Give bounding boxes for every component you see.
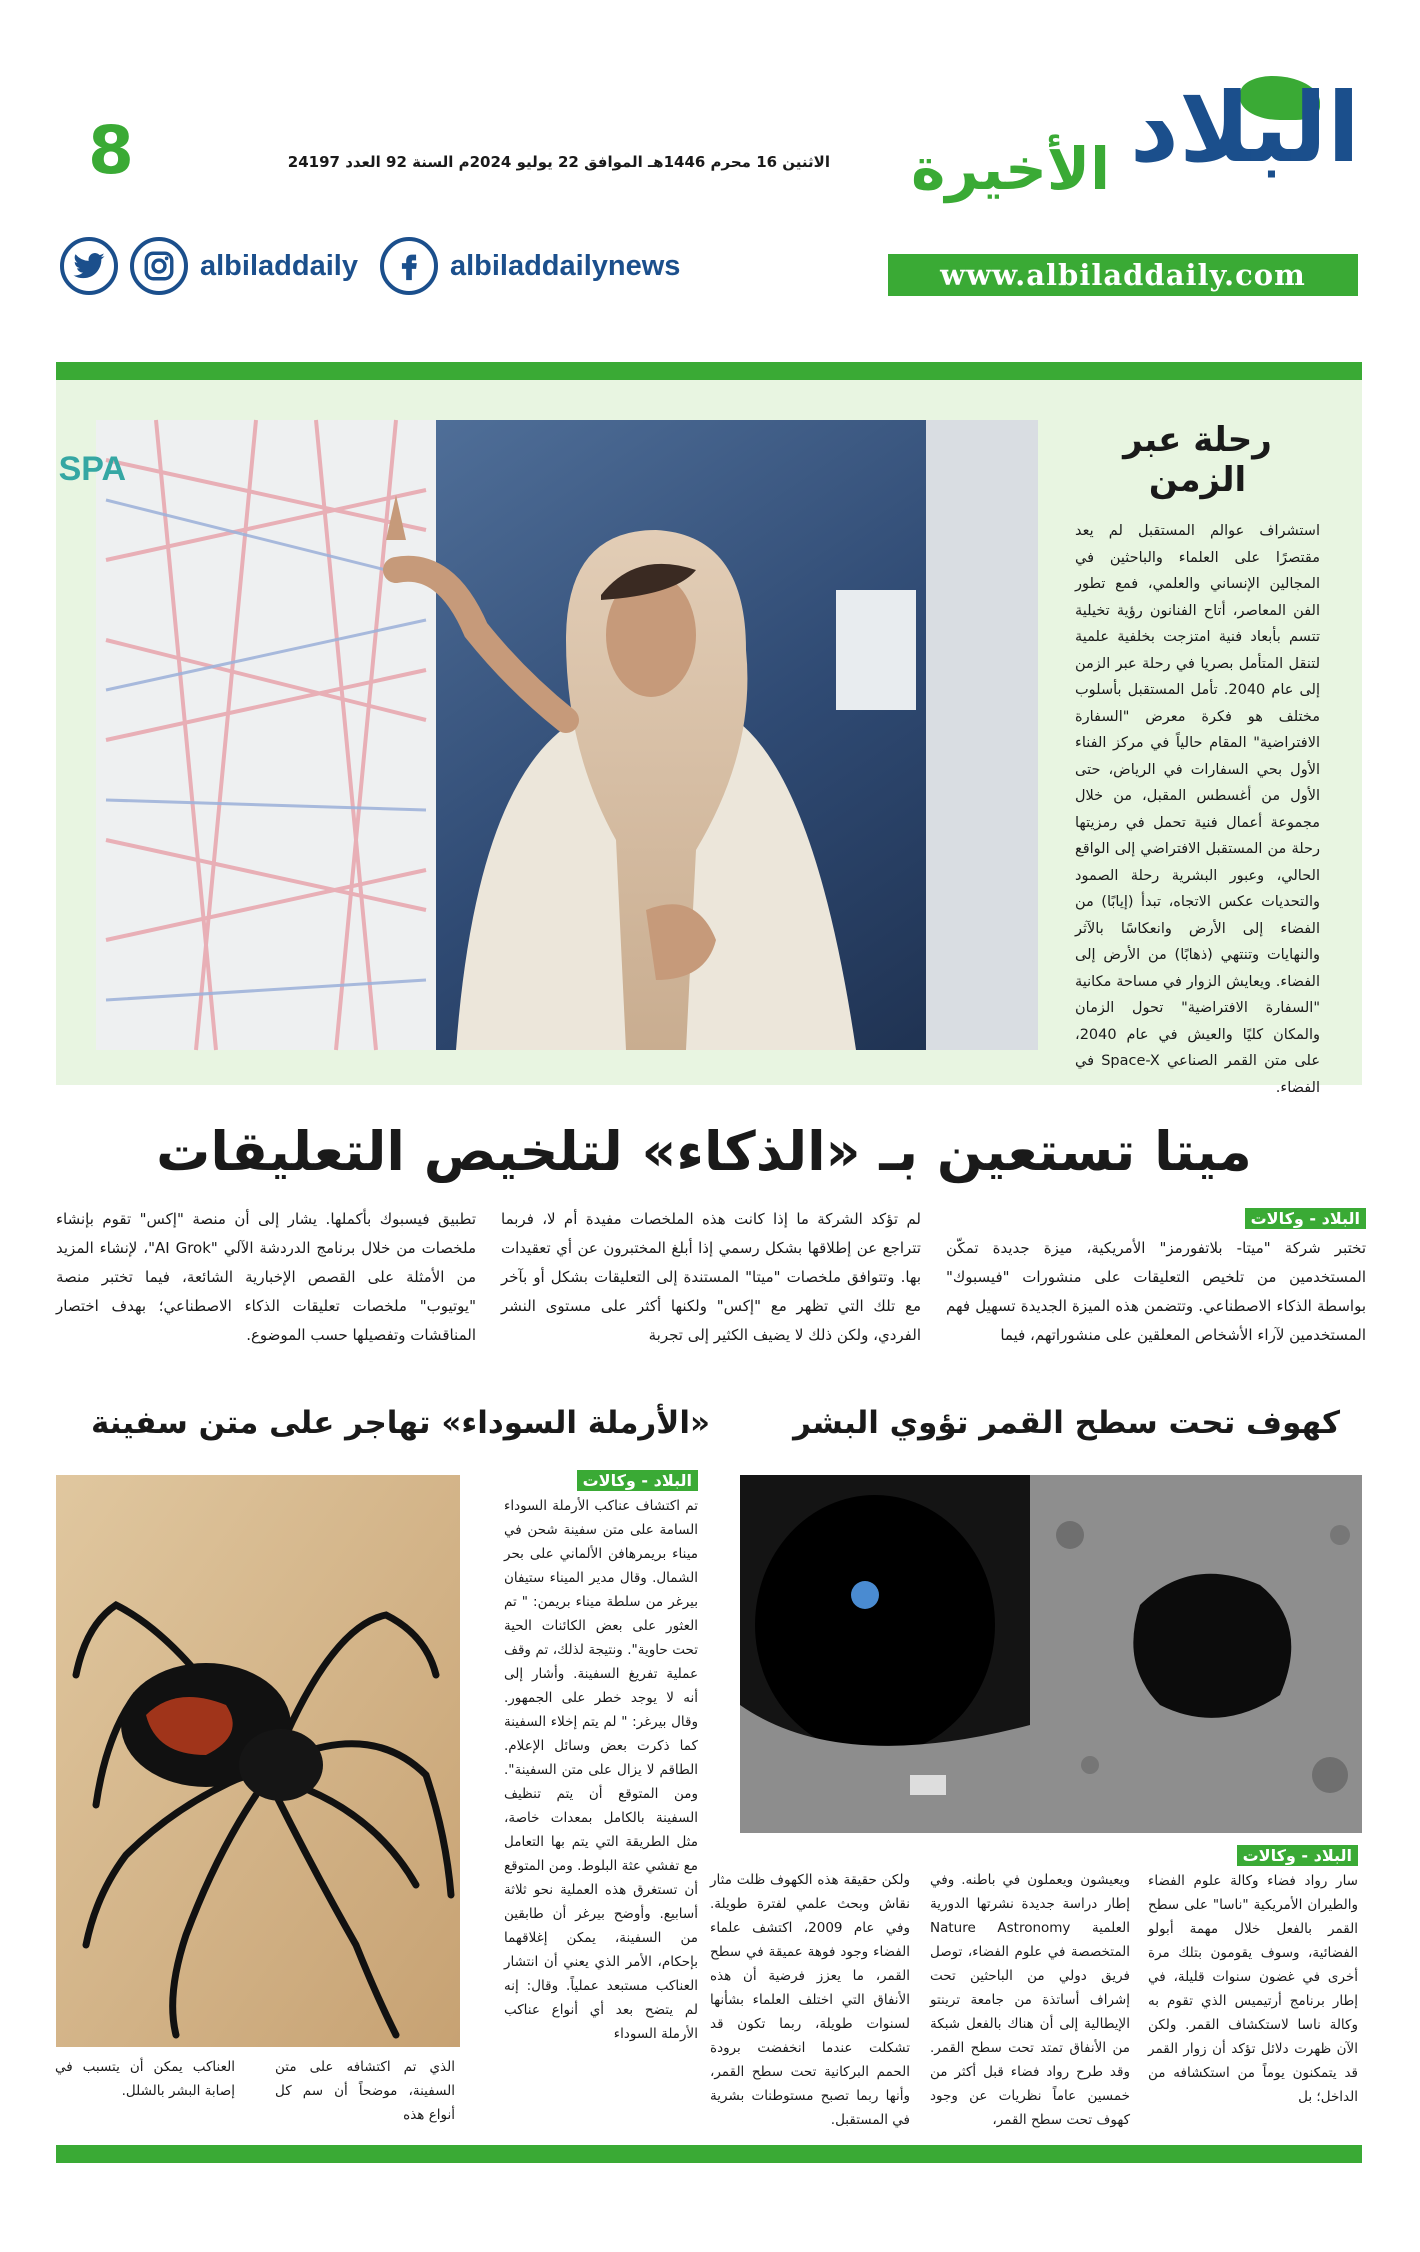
logo-main-text: البلاد — [1129, 72, 1360, 184]
social-links — [60, 236, 702, 296]
website-link[interactable]: www.albiladdaily.com — [888, 254, 1358, 296]
top-divider — [56, 362, 1362, 380]
feature-box — [56, 380, 1362, 1096]
photo-watermark: SPA — [58, 450, 126, 488]
source-tag: البلاد - وكالات — [1245, 1208, 1366, 1229]
handle-daily[interactable]: albiladdaily — [200, 249, 358, 282]
handle-news[interactable]: albiladdailynews — [449, 249, 681, 282]
newspaper-logo[interactable] — [890, 72, 1360, 210]
facebook-icon[interactable] — [380, 237, 438, 295]
spider-headline: «الأرملة السوداء» تهاجر على متن سفينة — [90, 1405, 710, 1441]
moon-photo — [740, 1475, 1362, 1833]
meta-col-2: لم تؤكد الشركة ما إذا كانت هذه الملخصات مفيدة أم لا، فربما تتراجع عن إطلاقها بشكل رسمي إذا أبلغ المختبرون عن أي تعقيدات بها. وتتوافق ملخصات "ميتا" المستندة إلى التعليقات بشكل أو بآخر مع تلك التي تظهر مع "إكس" ولكنها أكثر على مستوى النشر الفردي، ولكن ذلك لا يضيف الكثير إلى تجربة — [501, 1210, 921, 1344]
spider-col-1-text: تم اكتشاف عناكب الأرملة السوداء السامة على متن سفينة شحن في ميناء بريمرهافن الألماني على بحر الشمال. وقال مدير الميناء ستيفان بيرغر من سلطة ميناء بريمن: " تم العثور على بعض الكائنات الحية تحت حاوية". ونتيجة لذلك، تم وقف عملية تفريغ السفينة. وأشار إلى أنه لا يوجد خطر على الجمهور. وقال بيرغر: " لم يتم إخلاء السفينة كما ذكرت بعض وسائل الإعلام. الطاقم لا يزال على متن السفينة". ومن المتوقع أن يتم تنظيف السفينة بالكامل بمعدات خاصة، مثل الطريقة التي يتم بها التعامل مع تفشي عثة البلوط. ومن المتوقع أن تستغرق هذه العملية نحو ثلاثة أسابيع. وأوضح بيرغر أن طابقين من السفينة، يمكن إغلاقهما بإحكام، الأمر الذي يعني أن انتشار العناكب مستبعد عملياً. وقال: إنه لم يتضح بعد أي أنواع عناكب الأرملة السوداء — [504, 1498, 698, 2042]
feature-photo — [58, 420, 1038, 1050]
feature-title: رحلة عبر الزمن — [1123, 420, 1272, 500]
spider-photo — [56, 1475, 460, 2047]
moon-col-2: ويعيشون ويعملون في باطنه. وفي إطار دراسة جديدة نشرتها الدورية العلمية Nature Astronomy المتخصصة في علوم الفضاء، توصل فريق دولي من الباحثين تحت إشراف أساتذة من جامعة ترينتو الإيطالية إلى أن هناك بالفعل شبكة من الأنفاق تمتد تحت سطح القمر. وقد طرح رواد فضاء قبل أكثر من خمسين عاماً نظريات عن وجود كهوف تحت سطح القمر، — [930, 1872, 1130, 2128]
feature-body: استشراف عوالم المستقبل لم يعد مقتصرًا على العلماء والباحثين في المجالين الإنساني والعلمي، فمع تطور الفن المعاصر، أتاح الفنانون رؤية تخيلية تتسم بأبعاد فنية امتزجت بخلفية علمية لتنقل المتأمل بصريا في رحلة عبر الزمن إلى عام 2040. تأمل المستقبل بأسلوب مختلف هو فكرة معرض "السفارة الافتراضية" المقام حالياً في مركز الفناء الأول بحي السفارات في الرياض، حتى الأول من أغسطس المقبل، من خلال مجموعة أعمال فنية تحمل في رمزيتها رحلة من المستقبل الافتراضي إلى الواقع الحالي، وعبور البشرية رحلة الصمود والتحديات عكس الاتجاه، تبدأ (إيابًا) من الفضاء إلى الأرض وانعكاسًا بالآثر والنهايات وتنتهي (ذهابًا) من الأرض إلى الفضاء. ويعايش الزوار في مساحة مكانية "السفارة الافتراضية" تحول الزمان والمكان كليًا والعيش في عام 2040، على متن القمر الصناعي Space-X في الفضاء. — [1075, 523, 1320, 1096]
moon-col-1-text: سار رواد فضاء وكالة علوم الفضاء والطيران الأمريكية "ناسا" على سطح القمر بالفعل خلال مهمة أبولو الفضائية، وسوف يقومون بتلك مرة أخرى في غضون سنوات قليلة، في إطار برنامج أرتيميس الذي تقوم به وكالة ناسا لاستكشاف القمر. ولكن الآن ظهرت دلائل تؤكد أن زوار القمر قد يتمكنون يوماً من استكشافه من الداخل؛ بل — [1148, 1873, 1358, 2105]
moon-headline: كهوف تحت سطح القمر تؤوي البشر — [793, 1405, 1340, 1441]
spider-source-tag: البلاد - وكالات — [577, 1470, 698, 1491]
moon-col-3: ولكن حقيقة هذه الكهوف ظلت مثار نقاش وبحث علمي لفترة طويلة. وفي عام 2009، اكتشف علماء الفضاء وجود فوهة عميقة في سطح القمر، ما يعزز فرضية أن هذه الأنفاق التي اختلف العلماء بشأنها لسنوات طويلة، ربما تكون قد تشكلت عندما انخفضت برودة الحمم البركانية تحت سطح القمر، وأنها ربما تصبح مستوطنات بشرية في المستقبل. — [710, 1872, 910, 2128]
page-number: 8 — [88, 112, 134, 189]
meta-col-1-text: تختبر شركة "ميتا- بلاتفورمز" الأمريكية، ميزة جديدة تمكّن المستخدمين من تلخيص التعليقات على منشورات "فيسبوك" بواسطة الذكاء الاصطناعي. وتتضمن هذه الميزة الجديدة تسهيل فهم المستخدمين لآراء الأشخاص المعلقين على منشوراتهم، فيما — [946, 1239, 1366, 1344]
meta-col-3: تطبيق فيسبوك بأكملها. يشار إلى أن منصة "إكس" تقوم بإنشاء ملخصات من خلال برنامج الدردشة الآلي "AI Grok"، لإنشاء المزيد من الأمثلة على القصص الإخبارية الشائعة، فيما تختبر منصة "يوتيوب" ملخصات تعليقات الذكاء الاصطناعي؛ بهدف اختصار المناقشات وتفصيلها حسب الموضوع. — [56, 1210, 476, 1344]
masthead — [0, 0, 1420, 330]
dateline: الاثنين 16 محرم 1446هـ الموافق 22 يوليو 2024م السنة 92 العدد 24197 — [287, 153, 830, 171]
logo-sub-text: الأخيرة — [911, 135, 1110, 203]
moon-source-tag: البلاد - وكالات — [1237, 1845, 1358, 1866]
meta-headline: ميتا تستعين بـ «الذكاء» لتلخيص التعليقات — [156, 1120, 1252, 1183]
feature-text — [1075, 420, 1320, 1101]
meta-col-1 — [946, 1205, 1366, 1350]
bottom-divider — [56, 2145, 1362, 2163]
spider-col-2: الذي تم اكتشافه على متن السفينة، موضحاً أن سم كل أنواع هذه — [275, 2059, 455, 2123]
twitter-icon[interactable] — [60, 237, 118, 295]
moon-col-1 — [1148, 1845, 1358, 2109]
meta-article — [56, 1205, 1366, 1365]
spider-col-3: العناكب يمكن أن يتسبب في إصابة البشر بالشلل. — [55, 2059, 235, 2099]
instagram-icon[interactable] — [130, 237, 188, 295]
spider-col-1 — [504, 1470, 698, 2046]
